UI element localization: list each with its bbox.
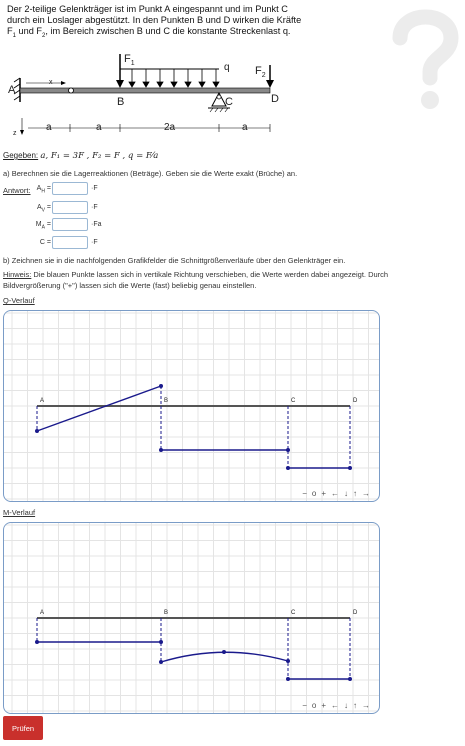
antwort-label: Antwort:: [3, 186, 31, 195]
label-f2-symbol: F: [255, 65, 262, 77]
m-label-b: B: [164, 610, 169, 616]
ma-label-text: [36, 221, 51, 230]
hinweis-line-2: Bildvergrößerung ("+") lassen sich die Werte (fast) beliebig genau einstellen.: [3, 281, 257, 290]
q-label-a: A: [40, 398, 45, 404]
c-label-text: [40, 239, 51, 246]
c-unit: ·F: [91, 239, 98, 246]
pan-right-button[interactable]: →: [362, 701, 373, 710]
m-label-c: C: [291, 610, 296, 616]
m-graph-panel[interactable]: [3, 522, 380, 714]
q-graph-canvas[interactable]: [4, 311, 379, 501]
given-formula: a, F₁ = 3F , F₂ = F , q = F⁄a: [40, 151, 159, 161]
zoom-reset-button[interactable]: o: [311, 489, 320, 498]
ma-sub: A: [41, 224, 45, 231]
problem-statement: [7, 4, 307, 42]
hinweis-text-1: Die blauen Punkte lassen sich in vertikale Richtung verschieben, die Werte werden dabei angezeigt. Durch: [31, 270, 389, 279]
m-toolbar: [300, 701, 373, 710]
ah-label: [0, 182, 51, 196]
ma-sym: M: [35, 221, 42, 228]
hinweis-label: Hinweis:: [3, 270, 32, 279]
problem-line-1: Der 2-teilige Gelenkträger ist im Punkt A eingespannt und im Punkt C: [7, 4, 288, 14]
m-point-b-right: [159, 660, 163, 664]
pan-up-button[interactable]: ↑: [353, 489, 360, 498]
given-label: Gegeben:: [3, 151, 39, 160]
q-graph-panel[interactable]: [3, 310, 380, 502]
label-f1-sub: 1: [130, 60, 135, 68]
label-f1: [124, 53, 135, 67]
dim-2a: 2a: [164, 122, 176, 133]
f1-symbol: F: [7, 26, 13, 37]
pan-down-button[interactable]: ↓: [344, 701, 351, 710]
f2-sub: 2: [42, 33, 46, 40]
q-point-a: [35, 429, 39, 433]
pan-right-button[interactable]: →: [362, 489, 373, 498]
pan-left-button[interactable]: ←: [331, 489, 342, 498]
label-a: A: [8, 84, 16, 96]
q-point-c-left: [286, 448, 290, 452]
pan-up-button[interactable]: ↑: [353, 701, 360, 710]
q-point-d: [348, 466, 352, 470]
av-unit: ·F: [91, 204, 98, 211]
ma-eq: =: [44, 221, 51, 228]
m-point-c-right: [286, 677, 290, 681]
q-toolbar: [300, 489, 373, 498]
zoom-in-button[interactable]: +: [321, 489, 329, 498]
m-point-c-left: [286, 659, 290, 663]
m-label-d: D: [353, 610, 358, 616]
av-label: [0, 201, 51, 215]
q-point-b-left: [159, 384, 163, 388]
q-point-b-right: [159, 448, 163, 452]
zoom-reset-button[interactable]: o: [311, 701, 320, 710]
c-eq: =: [44, 239, 51, 246]
av-sym: A: [36, 204, 42, 211]
ma-input[interactable]: [52, 218, 88, 231]
label-q: q: [224, 62, 230, 73]
m-label-a: A: [40, 610, 45, 616]
dim-a2: a: [96, 122, 102, 133]
task-a-text: a) Berechnen sie die Lagerreaktionen (Beträge). Geben sie die Werte exakt (Brüche) an.: [3, 169, 298, 178]
given-values: [3, 151, 158, 161]
ma-unit: ·Fa: [91, 221, 102, 228]
m-graph-canvas[interactable]: [4, 523, 379, 713]
q-label-d: D: [353, 398, 358, 404]
m-point-a: [35, 640, 39, 644]
label-x: x: [49, 79, 53, 86]
ah-label-text: [37, 185, 51, 194]
ah-input[interactable]: [52, 182, 88, 195]
f1-sub: 1: [12, 33, 16, 40]
f2-text: und F: [15, 26, 43, 37]
q-label-c: C: [291, 398, 296, 404]
m-graph-title: M-Verlauf: [3, 508, 36, 517]
zoom-out-button[interactable]: −: [302, 489, 310, 498]
pan-left-button[interactable]: ←: [331, 701, 342, 710]
m-point-b-left: [159, 640, 163, 644]
question-mark-icon: [388, 0, 463, 115]
zoom-in-button[interactable]: +: [321, 701, 329, 710]
c-label: [0, 236, 51, 250]
problem-line-3: [7, 26, 307, 42]
dim-a3: a: [242, 122, 248, 133]
pan-down-button[interactable]: ↓: [344, 489, 351, 498]
av-sub: V: [41, 207, 45, 214]
q-graph-title: Q-Verlauf: [3, 296, 35, 305]
label-b: B: [117, 96, 125, 108]
av-eq: =: [44, 204, 51, 211]
c-sym: C: [39, 239, 45, 246]
task-b-text: b) Zeichnen sie in die nachfolgenden Grafikfelder die Schnittgrößenverläufe über den Gelenkträger ein.: [3, 256, 346, 265]
q-segment-ab: [37, 386, 161, 431]
label-f1-symbol: F: [124, 53, 131, 65]
c-input[interactable]: [52, 236, 88, 249]
q-point-c-right: [286, 466, 290, 470]
ah-unit: ·F: [91, 185, 98, 192]
label-f2: [255, 65, 266, 79]
ah-sub: H: [41, 188, 45, 195]
problem-line-3-rest: , im Bereich zwischen B und C die konstante Streckenlast q.: [45, 26, 291, 37]
label-c: C: [225, 96, 233, 108]
zoom-out-button[interactable]: −: [302, 701, 310, 710]
pruefen-button[interactable]: Prüfen: [3, 716, 43, 740]
av-label-text: [37, 204, 51, 213]
label-d: D: [271, 93, 279, 105]
m-point-d: [348, 677, 352, 681]
av-input[interactable]: [52, 201, 88, 214]
m-point-mid: [222, 650, 226, 654]
q-label-b: B: [164, 398, 169, 404]
ah-eq: =: [44, 185, 51, 192]
dim-a1: a: [46, 122, 52, 133]
problem-line-2: durch ein Loslager abgestützt. In den Punkten B und D wirken die Kräfte: [7, 15, 302, 26]
label-z: z: [13, 130, 17, 137]
label-f2-sub: 2: [261, 72, 266, 80]
ah-sym: A: [36, 185, 42, 192]
ma-label: [0, 218, 51, 232]
hinweis-line-1: [3, 270, 388, 279]
